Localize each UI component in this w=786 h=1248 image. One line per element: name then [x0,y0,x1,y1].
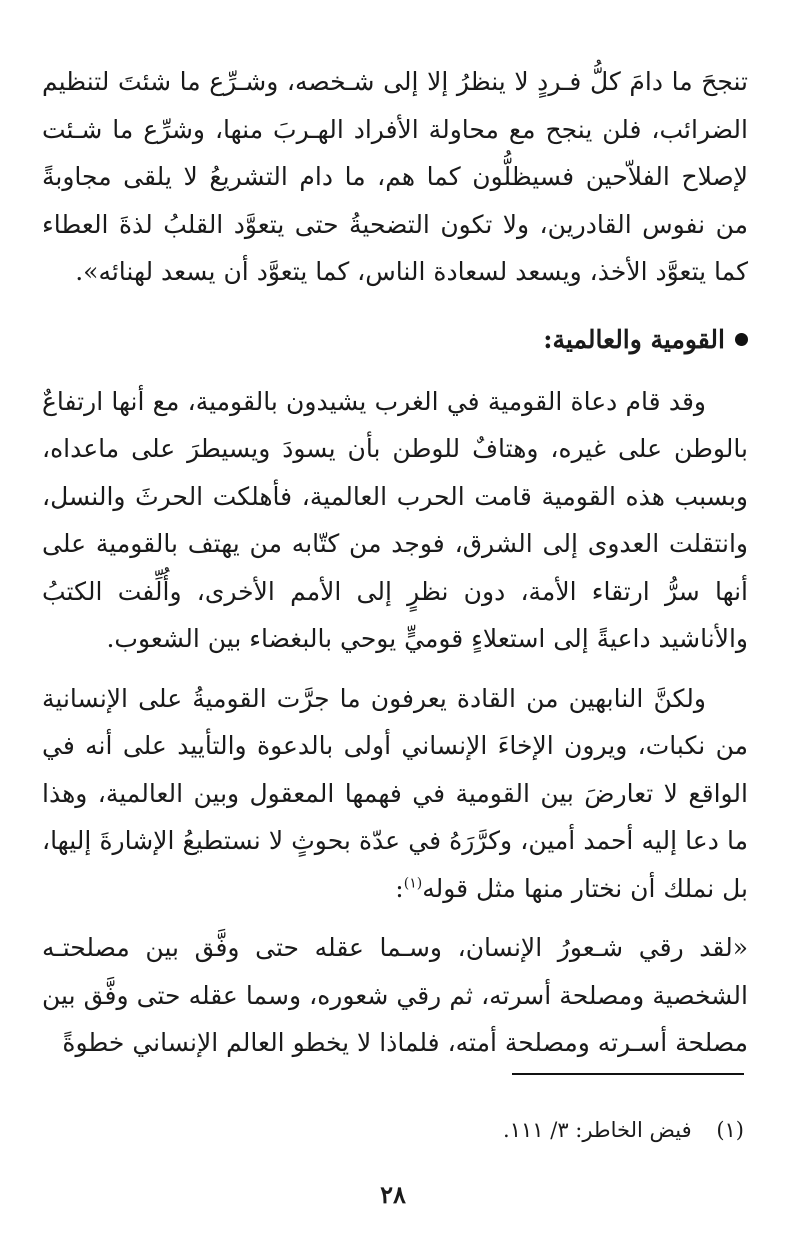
paragraph-3-end: : [395,873,404,903]
paragraph-2: وقد قام دعاة القومية في الغرب يشيدون بالقومية، مع أنها ارتفاعٌ بالوطن على غيره، وهتافٌ للوطن بأن يسودَ ويسيطرَ على ماعداه، وبسبب هذه القومية قامت الحرب العالمية، فأهلكت الحرثَ والنسل، وانتقلت العدوى إلى الشرق، فوجد من كتّابه من يهتف بالقومية على أنها سرُّ ارتقاء الأمة، دون نظرٍ إلى الأمم الأخرى، وأُلِّفت الكتبُ والأناشيد داعيةً إلى استعلاءٍ قوميٍّ يوحي بالبغضاء بين الشعوب. [42,386,748,653]
paragraph-4-quote: «لقد رقي شـعورُ الإنسان، وسـما عقله حتى وفَّق بين مصلحتـه الشخصية ومصلحة أسرته، ثم رقي شعوره، وسما عقله حتى وفَّق بين مصلحة أسـرته ومصلحة أمته، فلماذا لا يخطو العالم الإنساني خطوةً [42,933,748,1057]
page-number: ٢٨ [380,1180,406,1209]
paragraph-3 [42,675,748,913]
bullet-icon [735,333,748,346]
footnote-divider [512,1073,744,1075]
footnote [503,1115,744,1145]
footnote-text: فيض الخاطر: ٣/ ١١١. [503,1118,692,1142]
paragraph-3-text: ولكنَّ النابهين من القادة يعرفون ما جرَّت القوميةُ على الإنسانية من نكبات، ويرون الإخاءَ الإنساني أولى بالدعوة والتأييد على أنه في الواقع لا تعارضَ بين القومية في فهمها المعقول وبين العالمية، وهذا ما دعا إليه أحمد أمين، وكرَّرَهُ في عدّة بحوثٍ لا نستطيعُ الإشارةَ إليها، بل نملك أن نختار منها مثل قوله [42,683,748,903]
section-heading-text: القومية والعالمية: [543,324,725,354]
section-heading [42,320,748,360]
paragraph-1: تنجحَ ما دامَ كلُّ فـردٍ لا ينظرُ إلا إلى شـخصه، وشـرِّع ما شئتَ لتنظيم الضرائب، فلن ينجح مع محاولة الأفراد الهـربَ منها، وشرِّع ما شـئت لإصلاح الفلاّحين فسيظلُّون كما هم، ما دام التشريعُ لا يلقى مجاوبةً من نفوس القادرين، ولا تكون التضحيةُ حتى يتعوَّد القلبُ لذةَ العطاء كما يتعوَّد الأخذ، ويسعد لسعادة الناس، كما يتعوَّد أن يسعد لهنائه». [42,67,748,286]
footnote-number: (١) [716,1118,744,1142]
footnote-marker: (١) [403,875,423,892]
page-body [42,58,748,1067]
